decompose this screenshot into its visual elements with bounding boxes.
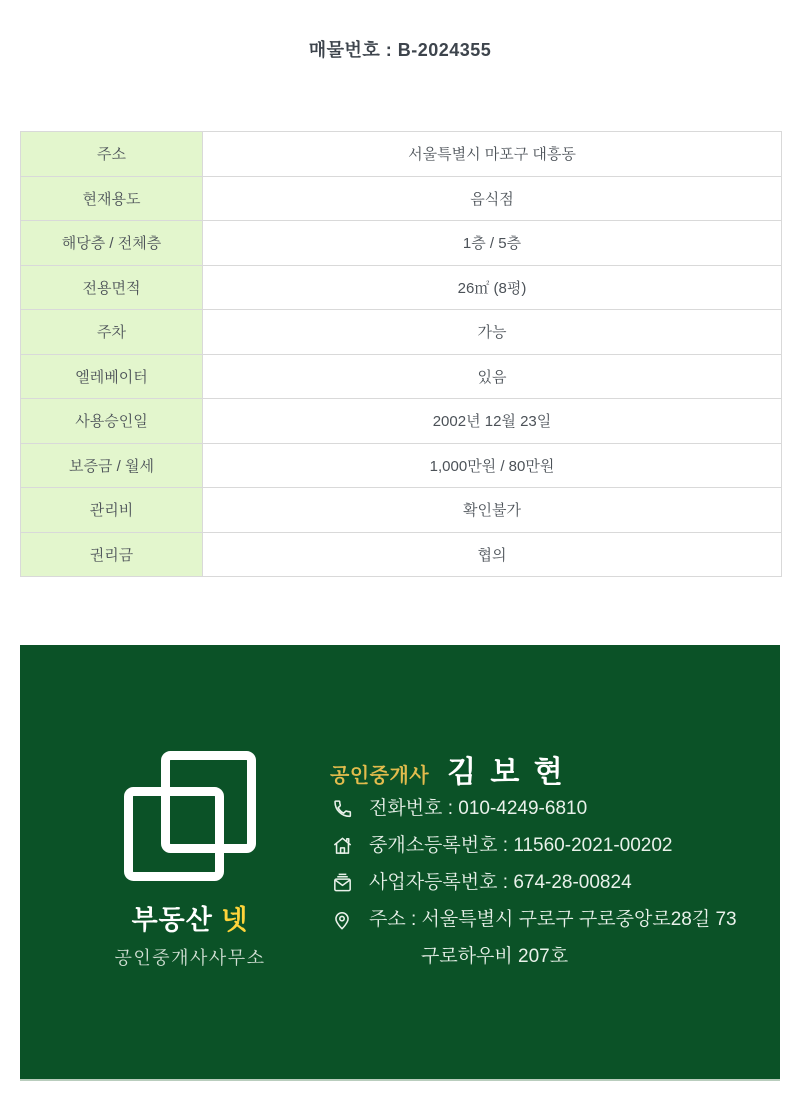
agency-card: [20, 645, 780, 1081]
table-row: [21, 221, 782, 266]
brand-subtitle: 공인중개사사무소: [114, 948, 266, 968]
agent-role-label: 공인중개사: [330, 765, 430, 787]
office-registration-text: 중개소등록번호 : 11560-2021-00202: [369, 835, 673, 856]
table-row: [21, 399, 782, 444]
office-address-line2: 구로하우비 207호: [421, 946, 569, 967]
field-label: 권리금: [21, 532, 203, 577]
contact-text: [369, 833, 673, 858]
field-value: 협의: [203, 532, 782, 577]
field-label: 엘레베이터: [21, 354, 203, 399]
phone-number-text: 전화번호 : 010-4249-6810: [369, 798, 588, 819]
pin-icon: [330, 907, 354, 932]
field-label: 관리비: [21, 488, 203, 533]
field-label: 사용승인일: [21, 399, 203, 444]
listing-number-title: 매물번호 : B-2024355: [308, 40, 492, 60]
home-icon: [330, 833, 354, 858]
table-row: [21, 488, 782, 533]
field-label: 주소: [21, 132, 203, 177]
contact-block: [330, 796, 737, 981]
table-row: [21, 132, 782, 177]
brand-accent: 넷: [221, 905, 249, 935]
contact-text: [369, 796, 587, 821]
field-value: 26㎡ (8평): [203, 265, 782, 310]
field-value: 있음: [203, 354, 782, 399]
mail-icon: [330, 870, 354, 895]
table-row: [21, 310, 782, 355]
contact-text: [369, 907, 737, 969]
contact-text: [369, 870, 632, 895]
brand-main: 부동산: [131, 905, 222, 935]
field-label: 현재용도: [21, 176, 203, 221]
field-value: 2002년 12월 23일: [203, 399, 782, 444]
field-value: 가능: [203, 310, 782, 355]
field-label: 해당층 / 전체층: [21, 221, 203, 266]
field-value: 음식점: [203, 176, 782, 221]
agent-name: 김 보 현: [447, 756, 566, 789]
agent-header: [330, 747, 566, 791]
table-row: [21, 265, 782, 310]
table-row: [21, 354, 782, 399]
field-label: 전용면적: [21, 265, 203, 310]
field-value: 1층 / 5층: [203, 221, 782, 266]
field-value: 서울특별시 마포구 대흥동: [203, 132, 782, 177]
agency-logo: [100, 745, 280, 970]
table-row: [21, 532, 782, 577]
field-label: 보증금 / 월세: [21, 443, 203, 488]
field-value: 1,000만원 / 80만원: [203, 443, 782, 488]
field-value: 확인불가: [203, 488, 782, 533]
contact-row-phone: [330, 796, 737, 821]
business-registration-text: 사업자등록번호 : 674-28-00824: [369, 872, 632, 893]
table-row: [21, 176, 782, 221]
listing-detail-table: [20, 131, 782, 577]
field-label: 주차: [21, 310, 203, 355]
table-row: [21, 443, 782, 488]
phone-icon: [330, 796, 354, 821]
office-address-line1: 주소 : 서울특별시 구로구 구로중앙로28길 73: [369, 909, 737, 930]
interlocked-squares-logo-icon: [124, 751, 256, 882]
contact-row-business-registration: [330, 870, 737, 895]
contact-row-office-registration: [330, 833, 737, 858]
brand-name: [100, 898, 280, 937]
contact-row-address: [330, 907, 737, 969]
